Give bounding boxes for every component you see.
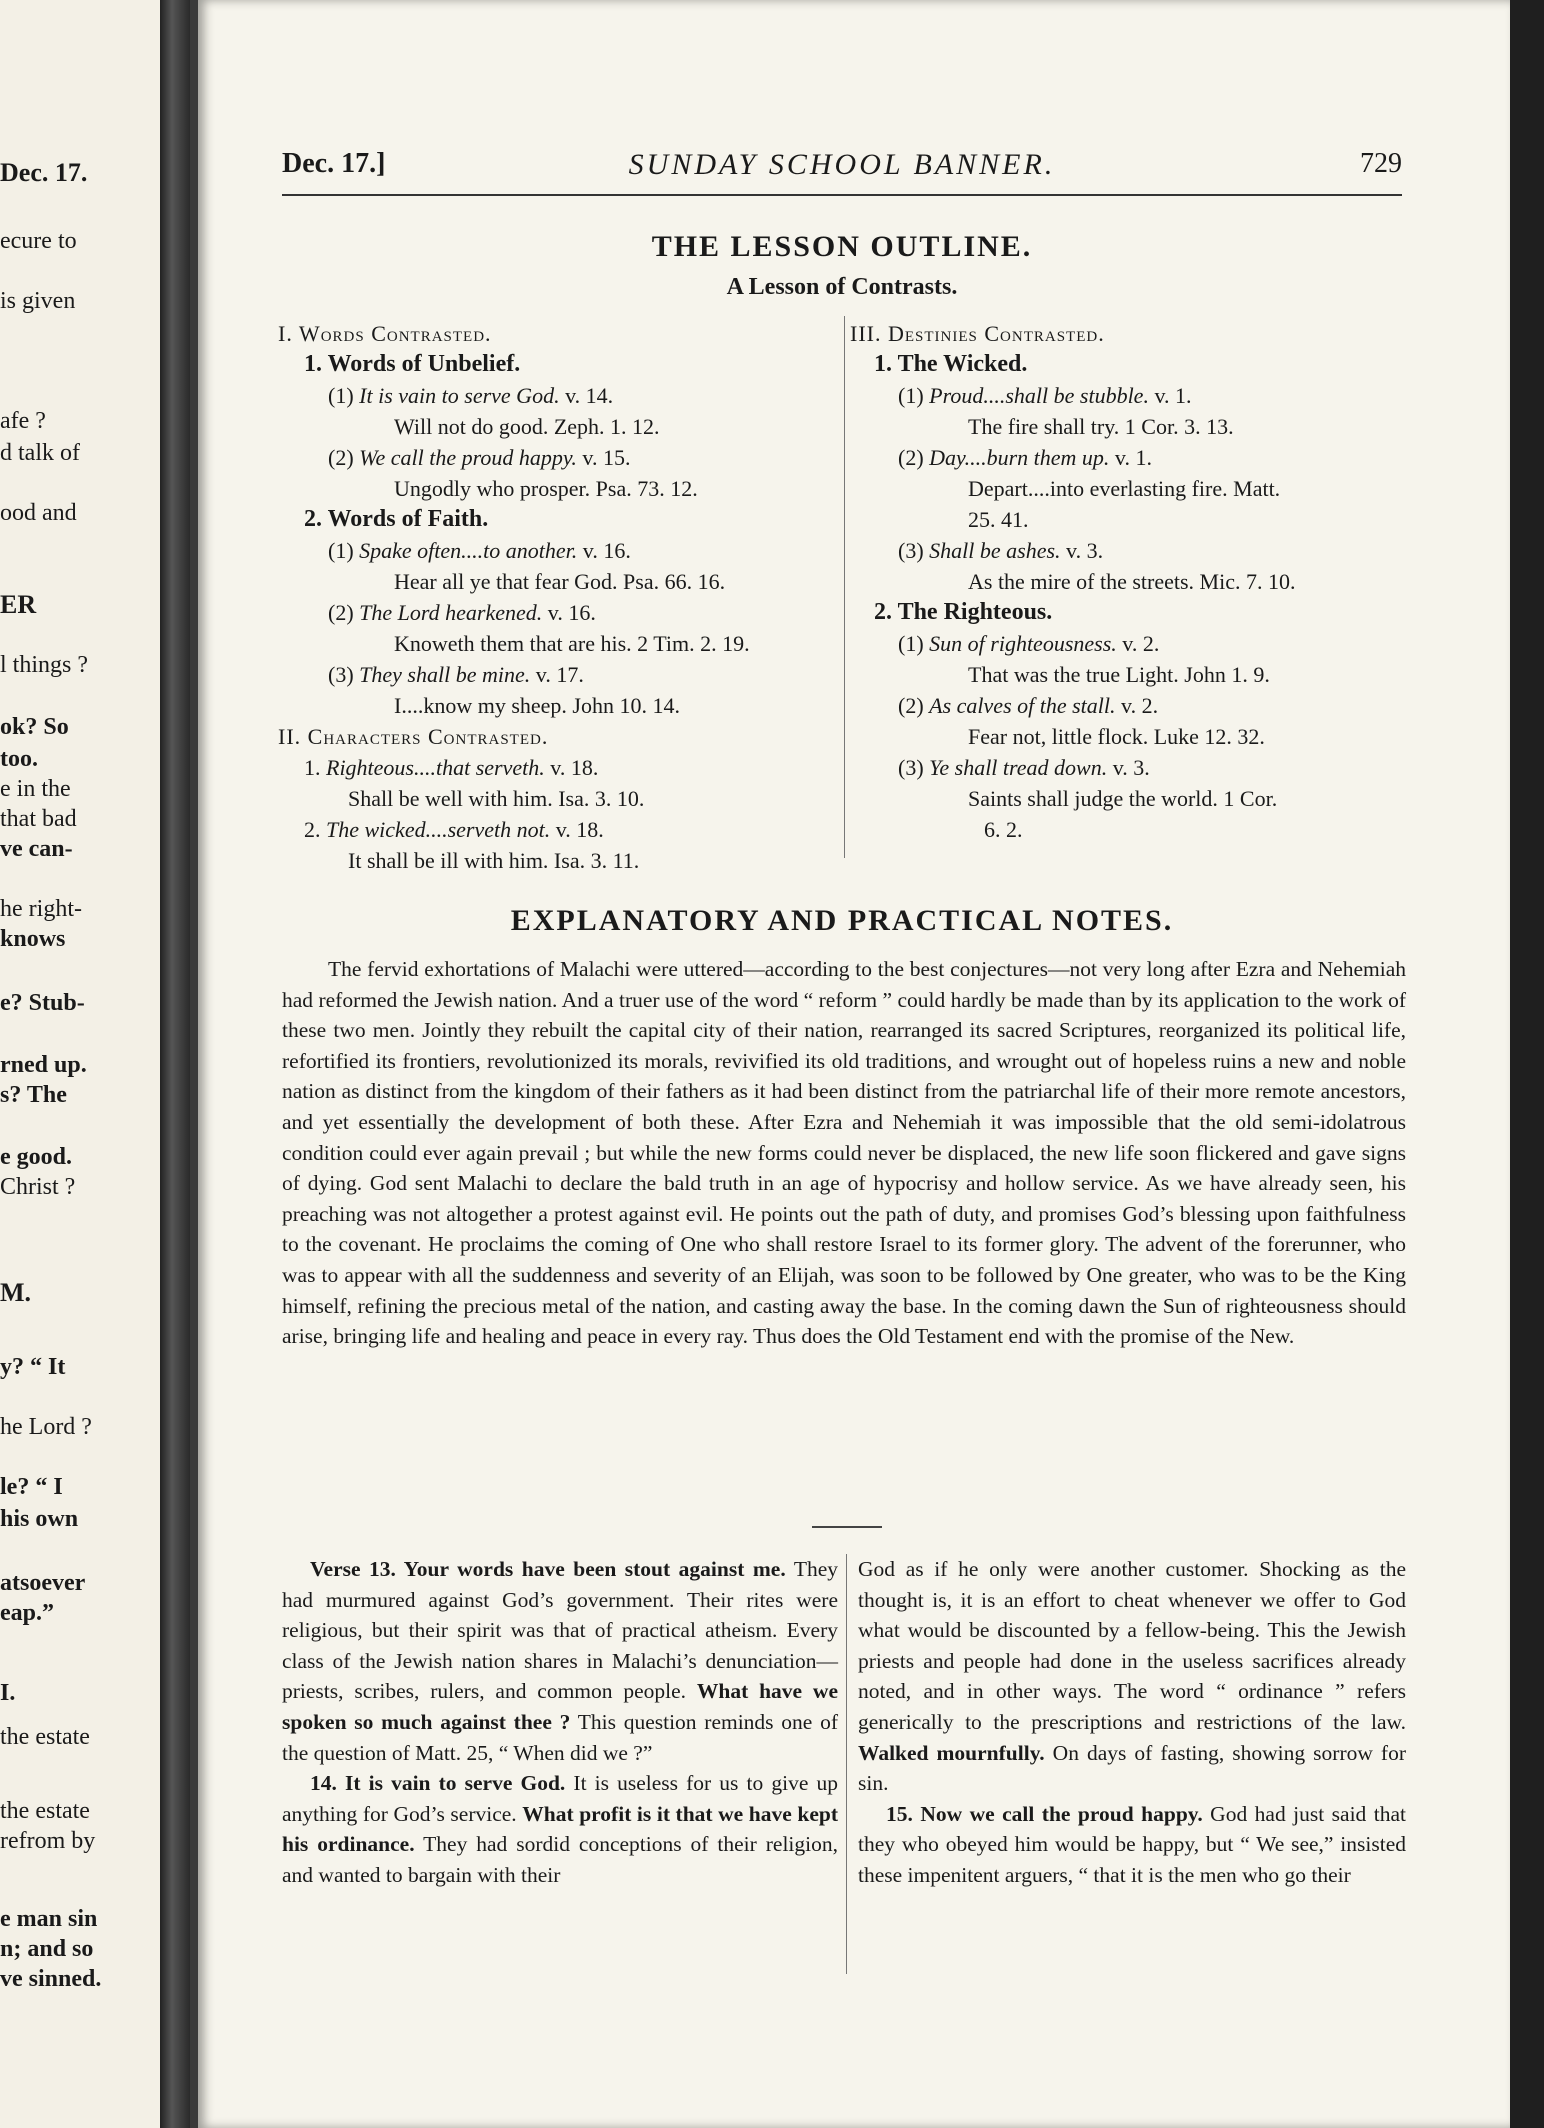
outline-reference: Knoweth them that are his. 2 Tim. 2. 19. xyxy=(394,631,750,656)
book-gutter xyxy=(160,0,190,2128)
page-number: 729 xyxy=(1360,148,1402,179)
notes-right-column xyxy=(858,1554,1406,1891)
outline-reference: Ungodly who prosper. Psa. 73. 12. xyxy=(394,476,698,501)
header-date: Dec. 17.] xyxy=(282,148,386,179)
facing-page-text-fragment: his own xyxy=(0,1506,79,1532)
verse-14-note: 14. It is vain to serve God. It is useless for us to give up anything for God’s service. What profit is it that we have kept his ordinance. They had sordid conceptions of their religion, and wanted to bargain with their xyxy=(282,1771,838,1887)
notes-title: EXPLANATORY AND PRACTICAL NOTES. xyxy=(510,904,1174,937)
facing-page-text-fragment: the estate xyxy=(0,1724,90,1750)
facing-page-text-fragment: atsoever xyxy=(0,1570,86,1596)
facing-page-text-fragment: d talk of xyxy=(0,440,80,466)
facing-page-text-fragment: rned up. xyxy=(0,1052,87,1078)
outline-reference: That was the true Light. John 1. 9. xyxy=(968,662,1270,687)
outline-item: (1) Proud....shall be stubble. v. 1. xyxy=(898,383,1192,408)
outline-reference: 6. 2. xyxy=(984,817,1023,842)
facing-page-text-fragment: ve can- xyxy=(0,836,73,862)
outline-reference: The fire shall try. 1 Cor. 3. 13. xyxy=(968,414,1234,439)
outline-item: (3) They shall be mine. v. 17. xyxy=(328,662,584,687)
outline-reference: 25. 41. xyxy=(968,507,1029,532)
subsection-heading: 1. The Wicked. xyxy=(874,351,1028,377)
notes-left-column xyxy=(282,1554,838,1891)
outline-item: (3) Shall be ashes. v. 3. xyxy=(898,538,1104,563)
facing-page-text-fragment: ood and xyxy=(0,500,77,526)
subsection-heading: 2. The Righteous. xyxy=(874,599,1053,625)
outline-item: (1) It is vain to serve God. v. 14. xyxy=(328,383,614,408)
notes-intro-paragraph: The fervid exhortations of Malachi were uttered—according to the best conjectures—not very long after Ezra and Nehemiah had reformed the Jewish nation. And a truer use of the word “ reform ” could hardly be made than by its application to the work of these two men. Jointly they rebuilt the capital city of their nation, rearranged its sacred Scriptures, reorganized its political life, refortified its frontiers, revolutionized its morals, revivified its old traditions, and wrought out of hopeless ruins a new and noble nation as distinct from the kingdom of their fathers as it had been distinct from the patriarchal life of their more remote ancestors, and yet essentially the development of both these. After Ezra and Nehemiah it was impossible that the old semi-idolatrous condition could ever again prevail ; but while the new forms could never be displaced, the new life soon flickered and gave signs of dying. God sent Malachi to declare the bald truth in an age of hypocrisy and hollow service. As we have already seen, his preaching was not altogether a protest against evil. He points out the path of duty, and promises God’s blessing upon faithfulness to the covenant. He proclaims the coming of One who shall restore Israel to its former glory. The advent of the forerunner, who was to appear with all the suddenness and severity of an Elijah, was soon to be followed by One greater, who was to be the King himself, refining the precious metal of the nation, and casting away the base. In the coming dawn the Sun of righteousness should arise, bringing life and healing and peace in every ray. Thus does the Old Testament end with the promise of the New. xyxy=(282,957,1406,1349)
outline-item: (3) Ye shall tread down. v. 3. xyxy=(898,755,1150,780)
outline-item: (1) Sun of righteousness. v. 2. xyxy=(898,631,1160,656)
facing-page-fragment xyxy=(0,0,178,2128)
facing-page-text-fragment: le? “ I xyxy=(0,1474,63,1500)
outline-reference: Fear not, little flock. Luke 12. 32. xyxy=(968,724,1265,749)
verse-15-note: 15. Now we call the proud happy. God had just said that they who obeyed him would be happy, but “ We see,” insisted these impenitent arguers, “ that it is the men who go their xyxy=(858,1801,1406,1887)
facing-page-text-fragment: Dec. 17. xyxy=(0,158,88,187)
page-edge-shadow xyxy=(1510,0,1544,2128)
facing-page-text-fragment: too. xyxy=(0,746,38,772)
facing-page-text-fragment: M. xyxy=(0,1278,32,1307)
outline-item: (2) As calves of the stall. v. 2. xyxy=(898,693,1159,718)
outline-reference: Saints shall judge the world. 1 Cor. xyxy=(968,786,1278,811)
outline-reference: As the mire of the streets. Mic. 7. 10. xyxy=(968,569,1296,594)
facing-page-text-fragment: that bad xyxy=(0,806,77,832)
outline-reference: Hear all ye that fear God. Psa. 66. 16. xyxy=(394,569,726,594)
subsection-heading: 2. Words of Faith. xyxy=(304,506,489,532)
facing-page-text-fragment: eap.” xyxy=(0,1600,54,1626)
outline-right-column xyxy=(850,318,1296,845)
facing-page-text-fragment: he Lord ? xyxy=(0,1414,92,1440)
outline-reference: I....know my sheep. John 10. 14. xyxy=(394,693,680,718)
verse-13-note: Verse 13. Your words have been stout against me. They had murmured against God’s government. Their rites were religious, but their spirit was that of practical atheism. Every class of the Jewish nation shares in Malachi’s denunciation—priests, scribes, rulers, and common people. What have we spoken so much against thee ? This question reminds one of the question of Matt. 25, “ When did we ?” xyxy=(282,1557,838,1765)
outline-item: (1) Spake often....to another. v. 16. xyxy=(328,538,631,563)
facing-page-text-fragment: the estate xyxy=(0,1798,90,1824)
header-rule xyxy=(282,194,1402,196)
verse-14-continued: God as if he only were another customer. Shocking as the thought is, it is an effort to cheat whenever we offer to God what would be discounted by a fellow-being. This the Jewish priests and people had done in the useless sacrifices already noted, and in other ways. The word “ ordinance ” refers generically to the prescriptions and restrictions of the law. Walked mournfully. On days of fasting, showing sorrow for sin. xyxy=(858,1557,1406,1796)
facing-page-text-fragment: e good. xyxy=(0,1144,72,1170)
facing-page-text-fragment: is given xyxy=(0,288,76,314)
facing-page-text-fragment: l things ? xyxy=(0,652,88,678)
outline-left-column xyxy=(278,318,750,876)
outline-item: (2) Day....burn them up. v. 1. xyxy=(898,445,1152,470)
outline-item: (2) We call the proud happy. v. 15. xyxy=(328,445,631,470)
facing-page-text-fragment: ecure to xyxy=(0,228,77,254)
facing-page-text-fragment: e? Stub- xyxy=(0,990,85,1016)
header-title: SUNDAY SCHOOL BANNER. xyxy=(628,148,1056,181)
outline-item: 1. Righteous....that serveth. v. 18. xyxy=(304,755,599,780)
facing-page-text-fragment: y? “ It xyxy=(0,1354,66,1380)
outline-subtitle: A Lesson of Contrasts. xyxy=(726,274,958,300)
outline-reference: Depart....into everlasting fire. Matt. xyxy=(968,476,1281,501)
section-divider xyxy=(812,1526,882,1528)
column-divider xyxy=(846,1554,847,1974)
facing-page-text-fragment: knows xyxy=(0,926,66,952)
outline-reference: Shall be well with him. Isa. 3. 10. xyxy=(348,786,645,811)
outline-item: 2. The wicked....serveth not. v. 18. xyxy=(304,817,604,842)
facing-page-text-fragment: ve sinned. xyxy=(0,1966,102,1992)
facing-page-text-fragment: e in the xyxy=(0,776,71,802)
facing-page-text-fragment: n; and so xyxy=(0,1936,94,1962)
outline-reference: It shall be ill with him. Isa. 3. 11. xyxy=(348,848,640,873)
facing-page-text-fragment: Christ ? xyxy=(0,1174,76,1200)
facing-page-text-fragment: ER xyxy=(0,590,37,619)
facing-page-text-fragment: I. xyxy=(0,1680,16,1706)
facing-page-text-fragment: refrom by xyxy=(0,1828,96,1854)
facing-page-text-fragment: e man sin xyxy=(0,1906,98,1932)
outline-reference: Will not do good. Zeph. 1. 12. xyxy=(394,414,660,439)
outline-title: THE LESSON OUTLINE. xyxy=(651,230,1033,263)
facing-page-text-fragment: afe ? xyxy=(0,408,46,434)
facing-page-text-fragment: s? The xyxy=(0,1082,67,1108)
column-divider xyxy=(844,316,845,858)
subsection-heading: 1. Words of Unbelief. xyxy=(304,351,521,377)
outline-item: (2) The Lord hearkened. v. 16. xyxy=(328,600,596,625)
running-header xyxy=(282,148,1402,192)
facing-page-text-fragment: he right- xyxy=(0,896,82,922)
section-heading: I. Words Contrasted. xyxy=(278,321,492,346)
section-heading: III. Destinies Contrasted. xyxy=(850,321,1105,346)
facing-page-text-fragment: ok? So xyxy=(0,714,69,740)
section-heading: II. Characters Contrasted. xyxy=(278,724,549,749)
